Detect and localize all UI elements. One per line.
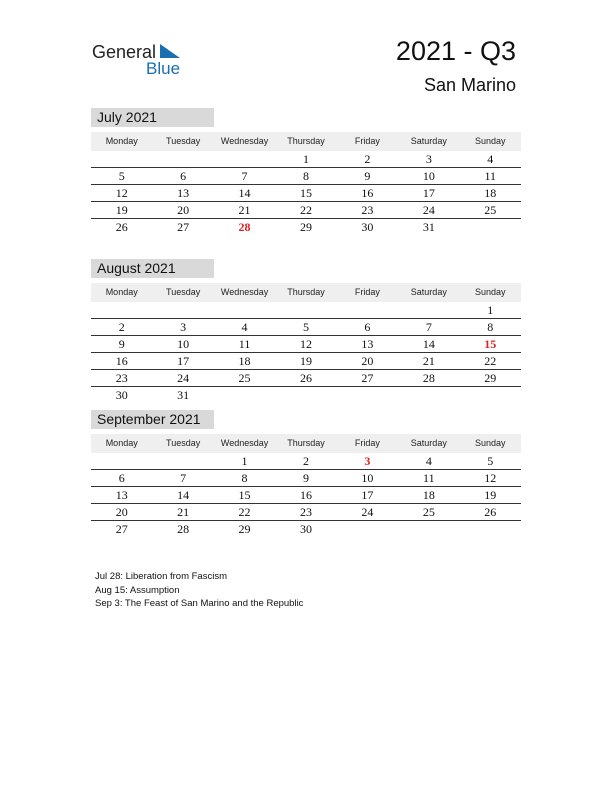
day-cell: 24	[177, 371, 190, 385]
day-cell: 5	[487, 454, 494, 468]
day-cell: 8	[487, 320, 494, 334]
day-cell: 2	[364, 152, 371, 166]
weekday-label: Monday	[105, 136, 138, 146]
week-row	[91, 487, 521, 504]
day-cell: 19	[484, 488, 497, 502]
day-cell	[460, 521, 521, 537]
day-cell: 24	[422, 203, 435, 217]
weekday-header-row	[91, 283, 521, 302]
day-cell: 16	[115, 354, 128, 368]
day-cell: 17	[422, 186, 435, 200]
weekday-header-row	[91, 434, 521, 453]
day-cell: 1	[302, 152, 309, 166]
day-cell: 23	[361, 203, 374, 217]
weekday-label: Saturday	[410, 438, 447, 448]
day-cell: 11	[423, 471, 435, 485]
week-row	[91, 319, 521, 336]
day-cell: 27	[115, 522, 128, 536]
weekday-label: Thursday	[287, 136, 325, 146]
day-cell: 16	[299, 488, 312, 502]
day-cell: 4	[487, 152, 494, 166]
day-cell: 30	[361, 220, 374, 234]
day-cell: 15	[299, 186, 312, 200]
week-row	[91, 302, 521, 319]
week-row	[91, 387, 521, 403]
day-cell: 21	[238, 203, 251, 217]
day-cell: 9	[302, 471, 309, 485]
country-name: San Marino	[423, 75, 516, 95]
week-row	[91, 185, 521, 202]
week-row	[91, 353, 521, 370]
day-cell: 29	[484, 371, 497, 385]
day-cell: 28	[422, 371, 435, 385]
day-cell	[337, 387, 398, 403]
weekday-label: Wednesday	[220, 136, 269, 146]
day-cell: 10	[422, 169, 435, 183]
day-cell: 31	[177, 388, 190, 402]
day-cell: 13	[361, 337, 374, 351]
day-cell: 10	[361, 471, 374, 485]
day-cell	[337, 302, 398, 318]
day-cell: 18	[484, 186, 497, 200]
holiday-note: Jul 28: Liberation from Fascism	[95, 571, 227, 582]
day-cell: 6	[364, 320, 371, 334]
day-cell: 20	[177, 203, 190, 217]
day-cell	[337, 521, 398, 537]
holiday-day-cell: 3	[364, 454, 371, 468]
month-label: July 2021	[91, 108, 214, 127]
week-row	[91, 470, 521, 487]
logo-text-general: General	[92, 42, 157, 62]
weekday-label: Sunday	[474, 136, 506, 146]
day-cell: 17	[177, 354, 190, 368]
weekday-label: Tuesday	[166, 287, 201, 297]
day-cell: 25	[238, 371, 251, 385]
day-cell: 3	[180, 320, 187, 334]
day-cell: 26	[299, 371, 312, 385]
day-cell: 5	[302, 320, 309, 334]
day-cell: 22	[299, 203, 312, 217]
day-cell: 20	[115, 505, 128, 519]
month-block-september	[91, 410, 521, 537]
day-cell: 13	[115, 488, 128, 502]
day-cell	[460, 219, 521, 235]
day-cell	[398, 387, 459, 403]
day-cell: 4	[241, 320, 248, 334]
day-cell: 8	[302, 169, 309, 183]
day-cell: 26	[115, 220, 128, 234]
day-cell: 13	[177, 186, 190, 200]
day-cell: 25	[422, 505, 435, 519]
day-cell	[91, 302, 152, 318]
brand-logo	[92, 40, 192, 80]
day-cell	[152, 151, 213, 167]
day-cell: 20	[361, 354, 374, 368]
month-label: August 2021	[91, 259, 214, 278]
day-cell: 12	[115, 186, 128, 200]
day-cell: 3	[425, 152, 432, 166]
day-cell: 14	[422, 337, 435, 351]
week-row	[91, 453, 521, 470]
weekday-label: Friday	[354, 438, 380, 448]
weekday-label: Saturday	[410, 287, 447, 297]
day-cell	[398, 302, 459, 318]
day-cell: 22	[238, 505, 251, 519]
day-cell: 21	[177, 505, 190, 519]
day-cell	[460, 387, 521, 403]
day-cell	[152, 453, 213, 469]
day-cell: 12	[299, 337, 312, 351]
week-row	[91, 504, 521, 521]
day-cell: 9	[364, 169, 371, 183]
day-cell	[275, 302, 336, 318]
day-cell: 1	[487, 303, 494, 317]
day-cell: 6	[180, 169, 187, 183]
day-cell: 29	[299, 220, 312, 234]
weekday-label: Sunday	[474, 438, 506, 448]
day-cell: 16	[361, 186, 374, 200]
week-row	[91, 151, 521, 168]
day-cell	[152, 302, 213, 318]
day-cell	[91, 453, 152, 469]
week-row	[91, 370, 521, 387]
weekday-label: Thursday	[287, 287, 325, 297]
day-cell: 4	[425, 454, 432, 468]
month-block-august	[91, 259, 521, 403]
day-cell	[214, 302, 275, 318]
day-cell: 11	[484, 169, 497, 183]
page-title: 2021 - Q3	[395, 36, 516, 66]
day-cell: 1	[241, 454, 248, 468]
day-cell: 7	[425, 320, 432, 334]
weekday-label: Sunday	[474, 287, 506, 297]
weekday-label: Thursday	[287, 438, 325, 448]
week-row	[91, 168, 521, 185]
week-row	[91, 202, 521, 219]
day-cell: 14	[238, 186, 251, 200]
weekday-label: Saturday	[410, 136, 447, 146]
day-cell: 24	[361, 505, 374, 519]
holiday-day-cell: 15	[484, 337, 497, 351]
day-cell: 18	[238, 354, 251, 368]
week-row	[91, 336, 521, 353]
day-cell: 6	[118, 471, 125, 485]
day-cell: 9	[118, 337, 125, 351]
day-cell: 21	[422, 354, 435, 368]
day-cell	[214, 151, 275, 167]
day-cell: 29	[238, 522, 251, 536]
day-cell	[91, 151, 152, 167]
day-cell	[214, 387, 275, 403]
day-cell: 5	[118, 169, 125, 183]
day-cell: 10	[177, 337, 190, 351]
day-cell: 28	[177, 522, 190, 536]
holiday-note: Sep 3: The Feast of San Marino and the Republic	[95, 598, 304, 609]
day-cell: 2	[118, 320, 125, 334]
day-cell: 19	[115, 203, 128, 217]
weekday-label: Wednesday	[220, 438, 269, 448]
weekday-label: Monday	[105, 438, 138, 448]
weekday-label: Monday	[105, 287, 138, 297]
day-cell	[275, 387, 336, 403]
day-cell: 30	[299, 522, 312, 536]
day-cell: 22	[484, 354, 497, 368]
weekday-label: Tuesday	[166, 136, 201, 146]
day-cell: 2	[302, 454, 309, 468]
day-cell: 25	[484, 203, 497, 217]
day-cell: 23	[299, 505, 312, 519]
holiday-note: Aug 15: Assumption	[95, 584, 180, 596]
weekday-label: Wednesday	[220, 287, 269, 297]
day-cell: 11	[238, 337, 251, 351]
day-cell: 30	[115, 388, 128, 402]
day-cell: 19	[299, 354, 312, 368]
week-row	[91, 219, 521, 235]
day-cell: 15	[238, 488, 251, 502]
weekday-label: Tuesday	[166, 438, 201, 448]
weekday-label: Friday	[354, 136, 380, 146]
holiday-day-cell: 28	[238, 220, 251, 234]
day-cell: 7	[241, 169, 248, 183]
day-cell: 7	[180, 471, 187, 485]
day-cell: 17	[361, 488, 374, 502]
day-cell: 12	[484, 471, 497, 485]
day-cell: 31	[422, 220, 435, 234]
day-cell	[398, 521, 459, 537]
weekday-header-row	[91, 132, 521, 151]
day-cell: 14	[177, 488, 190, 502]
month-label: September 2021	[91, 410, 214, 429]
week-row	[91, 521, 521, 537]
day-cell: 27	[361, 371, 374, 385]
logo-text-blue: Blue	[146, 59, 181, 78]
holiday-notes	[95, 570, 303, 611]
day-cell: 23	[115, 371, 128, 385]
day-cell: 8	[241, 471, 248, 485]
day-cell: 27	[177, 220, 190, 234]
day-cell: 18	[422, 488, 435, 502]
month-block-july	[91, 108, 521, 235]
day-cell: 26	[484, 505, 497, 519]
weekday-label: Friday	[354, 287, 380, 297]
